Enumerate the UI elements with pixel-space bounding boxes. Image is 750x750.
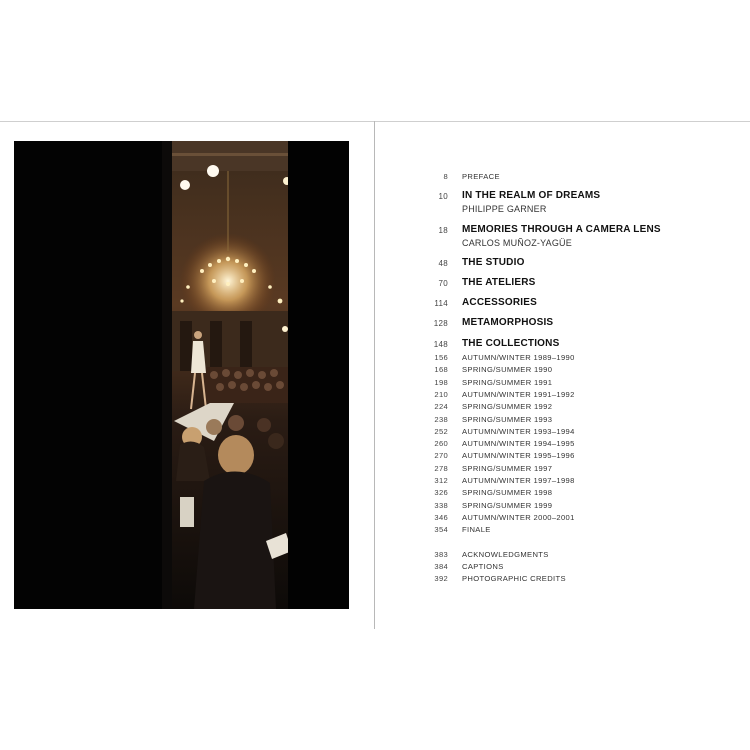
entry-title: PREFACE (462, 172, 500, 181)
gutter-rule (374, 121, 375, 629)
entry-author: CARLOS MUÑOZ-YAGÜE (462, 238, 572, 248)
entry-title: CAPTIONS (462, 561, 504, 571)
entry-author: PHILIPPE GARNER (462, 204, 547, 214)
page-number: 346 (434, 512, 448, 522)
page-number: 148 (433, 340, 448, 349)
page-number: 338 (434, 500, 448, 510)
entry-title: AUTUMN/WINTER 1989–1990 (462, 353, 575, 362)
entry-title: ACKNOWLEDGMENTS (462, 549, 549, 559)
page-number: 198 (434, 377, 448, 387)
entry-title: PHOTOGRAPHIC CREDITS (462, 574, 566, 584)
page-number: 70 (438, 279, 448, 288)
top-rule (0, 121, 750, 122)
entry-title: THE ATELIERS (462, 277, 536, 288)
entry-title: SPRING/SUMMER 1992 (462, 402, 553, 412)
page-number: 384 (434, 561, 448, 571)
page-number: 354 (434, 525, 448, 535)
page-number: 168 (434, 365, 448, 375)
entry-title: SPRING/SUMMER 1997 (462, 463, 553, 473)
page-number: 48 (438, 259, 448, 268)
page-number: 210 (434, 389, 448, 399)
page-number: 270 (434, 451, 448, 461)
entry-title: AUTUMN/WINTER 1991–1992 (462, 389, 575, 399)
page-number: 260 (434, 439, 448, 449)
entry-title: AUTUMN/WINTER 1994–1995 (462, 439, 575, 449)
page-number: 392 (434, 574, 448, 584)
entry-title: SPRING/SUMMER 1990 (462, 365, 553, 375)
entry-title: SPRING/SUMMER 1991 (462, 377, 553, 387)
entry-title: SPRING/SUMMER 1999 (462, 500, 553, 510)
page-number: 156 (434, 353, 448, 362)
page-number: 224 (434, 402, 448, 412)
runway-photo (14, 141, 349, 609)
entry-title: THE COLLECTIONS (462, 338, 560, 349)
entry-title: AUTUMN/WINTER 1995–1996 (462, 451, 575, 461)
entry-title: IN THE REALM OF DREAMS (462, 190, 601, 201)
entry-title: ACCESSORIES (462, 297, 537, 308)
entry-title: FINALE (462, 525, 491, 535)
page-number: 312 (434, 476, 448, 485)
page-number: 18 (438, 226, 448, 235)
entry-title: AUTUMN/WINTER 1993–1994 (462, 426, 575, 436)
entry-title: AUTUMN/WINTER 1997–1998 (462, 476, 575, 485)
page-number: 128 (433, 319, 448, 328)
entry-title: SPRING/SUMMER 1998 (462, 488, 553, 498)
page-number: 383 (434, 549, 448, 559)
page-number: 252 (434, 426, 448, 436)
entry-title: AUTUMN/WINTER 2000–2001 (462, 512, 575, 522)
page-number: 326 (434, 488, 448, 498)
page-number: 8 (443, 172, 448, 181)
page-number: 278 (434, 463, 448, 473)
page-number: 238 (434, 414, 448, 424)
entry-title: SPRING/SUMMER 1993 (462, 414, 553, 424)
page-number: 10 (438, 192, 448, 201)
entry-title: METAMORPHOSIS (462, 317, 554, 328)
page-number: 114 (434, 299, 448, 308)
entry-title: THE STUDIO (462, 257, 525, 268)
entry-title: MEMORIES THROUGH A CAMERA LENS (462, 224, 661, 235)
